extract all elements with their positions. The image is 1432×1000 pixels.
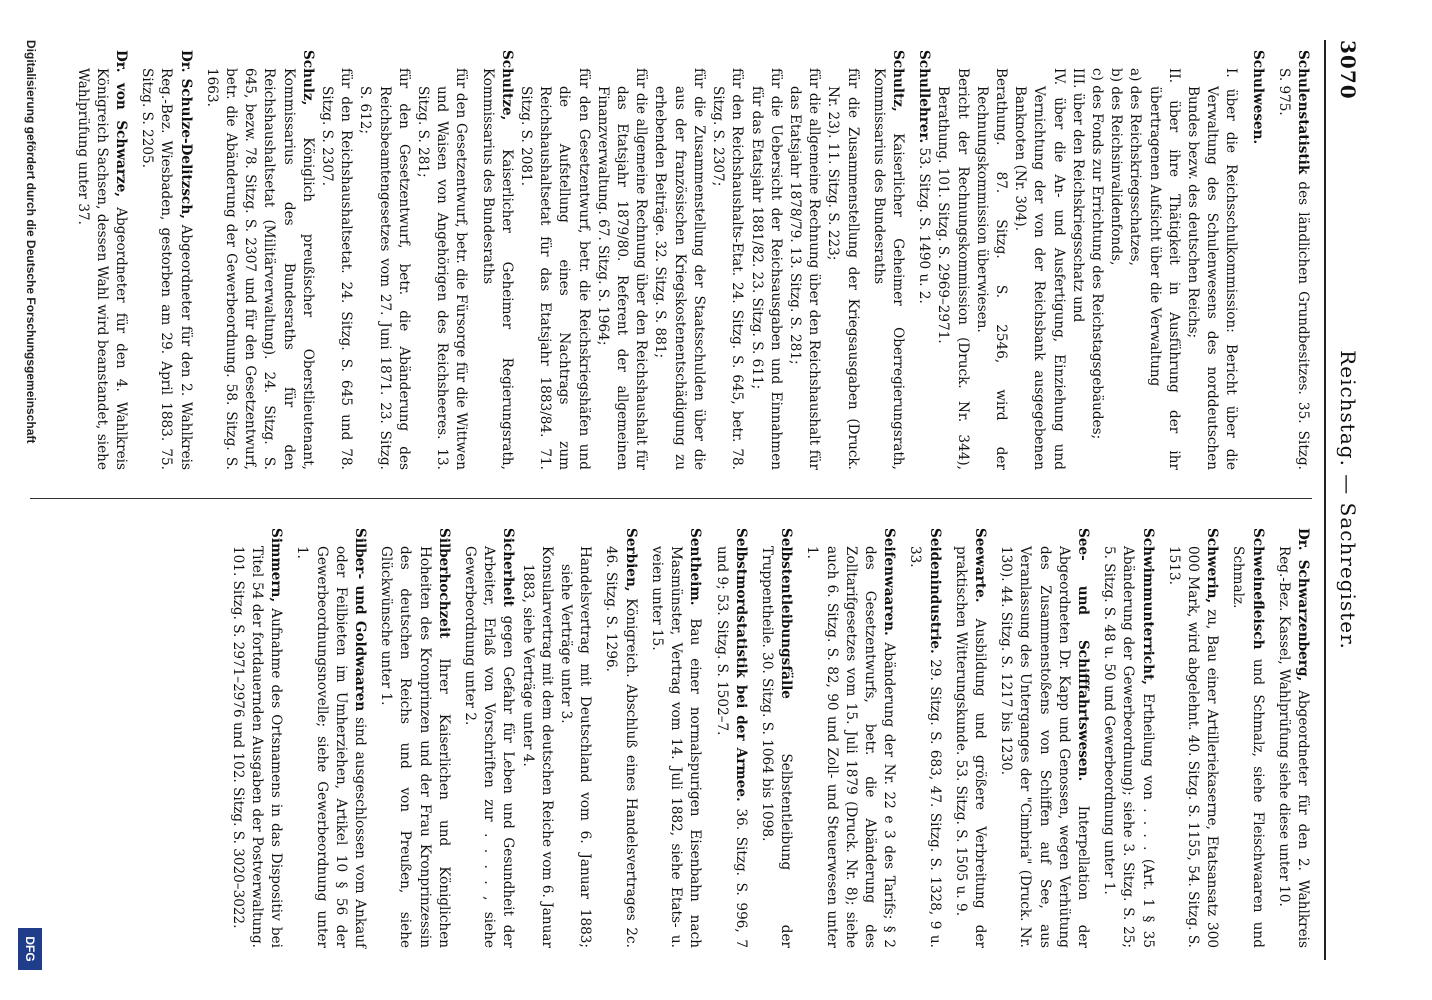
entry-headword: Schweinefleisch <box>1249 528 1266 650</box>
entry-headword: Silber- und Goldwaaren <box>352 528 369 712</box>
entry-text: und Schmalz, siehe Fleischwaaren und Schmalz. <box>1230 546 1266 948</box>
right-column <box>30 528 1312 948</box>
entry-headword: Schulz, <box>299 50 316 106</box>
index-entry <box>802 528 898 948</box>
entry-subitem: III. über den Reichskriegsschatz und <box>1069 68 1086 323</box>
index-entry <box>460 528 518 948</box>
index-entry <box>228 528 286 948</box>
index-entry <box>757 528 795 948</box>
entry-headword: Sicherheit <box>500 528 517 607</box>
page-number: 3070 <box>1336 40 1360 100</box>
entry-headword: Schultz, <box>889 50 906 112</box>
entry-subitem: Konsularvertrag mit dem deutschen Reiche vom 6. Januar 1883, siehe Verträge unter 4. <box>519 546 555 948</box>
left-column <box>30 50 1312 470</box>
entry-subitem: c) des Fonds zur Errichtung des Reichstagsgebäudes; <box>1088 68 1105 440</box>
entry-headword: Selbstentleibungsfälle <box>778 528 795 699</box>
entry-text: Abgeordneter für den 2. Wahlkreis Reg.-Bez. Wiesbaden, gestorben am 29. April 1883. 75. Sitzg. S. 2205. <box>139 68 194 470</box>
index-entry <box>1274 528 1312 948</box>
entry-text: sind ausgeschlossen vom Ankauf oder Feilbieten im Umherziehen, Artikel 10 § 56 der Gewerbeordnungsnovelle; siehe Gewerbeordnung unter 1. <box>294 546 369 948</box>
entry-subitem: Handelsvertrag mit Deutschland vom 6. Januar 1883; siehe Verträge unter 3. <box>558 546 594 948</box>
entry-subitem: für den Gesetzentwurf, betr. die Reichskriegshäfen und die Aufstellung eines Nachtrags zum Reichshaushaltsetat für das Etatsjahr 1883/84. 71. Sitzg. S. 2081. <box>518 68 592 470</box>
entry-subitem: für die allgemeine Rechnung über den Reichshaushalt für das Etatsjahr 1879/80. Referent der allgemeinen Finanzverwaltung. 67. Sitzg. S. 1964; <box>594 68 650 470</box>
entry-subitem: Berathung. 87. Sitzg. S. 2546, wird der Rechnungskommission überwiesen. <box>973 68 1009 470</box>
dfg-logo: DFG <box>18 928 42 970</box>
entry-subitem: für die Uebersicht der Reichsausgaben und Einnahmen für das Etatsjahr 1881/82. 23. Sitzg. S. 611; <box>748 68 784 470</box>
index-entry <box>711 528 749 948</box>
entry-subitem: für den Gesetzentwurf, betr. die Fürsorge für die Wittwen und Waisen von Angehörigen des Reichsheeres. 13. Sitzg. S. 281; <box>415 68 470 470</box>
index-entry <box>1099 528 1157 948</box>
entry-text: Ausbildung und größere Verbreitung der praktischen Witterungskunde. 53. Sitzg. S. 1505 u. 9. <box>952 546 988 949</box>
entry-text: 36. Sitzg. S. 996, 7 und 9; 53. Sitzg. S. 1502–7. <box>713 546 749 948</box>
index-entry <box>996 528 1092 948</box>
entry-headword: See- und Schifffahrtswesen. <box>1074 528 1091 782</box>
entry-subitem: b) des Reichsinvalidenfonds, <box>1108 68 1125 266</box>
entry-text: Abänderung der Nr. 22 e 3 des Tarifs; § 2 des Gesetzentwurfs, betr. die Abänderung des Zolltarifgesetzes vom 15. Juli 1879 (Druck. Nr. 8); siehe auch 6. Sitzg. S. 82, 90 und Zoll- und Steuerwesen unter 1. <box>804 546 898 948</box>
entry-headword: Sentheim. <box>687 528 704 606</box>
entry-subitem: für die Zusammenstellung der Staatsschulden über die aus der französischen Kriegskostenentschädigung zu erhebenden Beiträge. 32. Sitzg. S. 881; <box>652 68 707 470</box>
index-entry <box>202 50 317 470</box>
entry-subitem: II. über ihre Thätigkeit in Ausführung der ihr übertragenen Aufsicht über die Verwaltung <box>1146 68 1182 470</box>
index-entry <box>72 50 130 470</box>
entry-text: Königreich. Abschluß eines Handelsvertrages 2c. 46. Sitzg. S. 1296. <box>603 546 639 948</box>
entry-text: 53. Sitzg. S. 1490 u. 2. <box>916 147 933 304</box>
entry-headword: Dr. Schulze-Delitzsch, <box>177 50 194 219</box>
page-header <box>1324 40 1366 960</box>
entry-headword: Seifenwaaren. <box>881 528 898 636</box>
index-entry <box>951 528 989 948</box>
index-entry <box>914 50 933 470</box>
entry-subitem: IV. über die An- und Ausfertigung, Einziehung und Vernichtung der von der Reichsbank ausgegebenen Banknoten (Nr. 304). <box>1012 68 1067 470</box>
entry-headword: Silberhochzeit <box>435 528 452 639</box>
entry-text: Kaiserlicher Geheimer Regierungsrath, Kommissarius des Bundesraths <box>479 68 515 471</box>
index-entry <box>869 50 907 470</box>
entry-headword: Dr. Schwarzenberg, <box>1295 528 1311 682</box>
index-entry <box>601 528 639 948</box>
index-entry <box>477 50 515 470</box>
entry-headword: Schwimmunterricht, <box>1139 528 1156 685</box>
entry-headword: Seidenindustrie. <box>926 528 943 654</box>
index-entry <box>137 50 195 470</box>
entry-headword: Simmern, <box>268 528 285 603</box>
index-entry <box>1247 50 1266 470</box>
entry-subitem: Bericht der Rechnungskommission (Druck. Nr. 344), Berathung. 101. Sitzg. S. 2969–2971. <box>935 68 971 470</box>
entry-text: Interpellation der Abgeordneten Dr. Kapp und Genossen, wegen Verhütung des Zusammenstoßens von Schiffen auf See, aus Veranlassung des Unterganges der "Cimbria" (Druck. Nr. 130). 44. Sitzg. S. 1217 bis 1230. <box>998 546 1091 948</box>
index-entry <box>376 528 453 948</box>
entry-subitem: für den Reichshaushalts-Etat. 24. Sitzg. S. 645, betr. 78. Sitzg. S. 2307; <box>710 68 746 470</box>
entry-text: Abgeordneter für den 2. Wahlkreis Reg.-Bez. Kassel, Wahlprüfung siehe diese unter 10. <box>1275 546 1311 948</box>
entry-headword: Serbien, <box>622 528 639 592</box>
entry-headword: Schulenstatistik <box>1295 50 1311 175</box>
entry-headword: Schultze, <box>498 50 515 121</box>
entry-headword: Schullehrer. <box>916 50 933 144</box>
index-entry <box>905 528 943 948</box>
entry-text: gegen Gefahr für Leben und Gesundheit der Arbeiter, Erlaß von Vorschriften zur . . . . , siehe Gewerbeordnung unter 2. <box>462 546 517 949</box>
entry-text: Kaiserlicher Geheimer Oberregierungsrath, Kommissarius des Bundesraths <box>870 68 906 470</box>
index-entry <box>1164 528 1222 948</box>
entry-subitem: für die allgemeine Rechnung über den Reichshaushalt für das Etatsjahr 1878/79. 13. Sitzg. S. 281; <box>786 68 823 470</box>
entry-text: Abgeordneter für den 4. Wahlkreis Königreich Sachsen, dessen Wahl wird beanstandet, siehe Wahlprüfung unter 37. <box>74 68 130 470</box>
running-title: Reichstag. — Sachregister. <box>1336 350 1360 650</box>
entry-subitem: a) des Reichskriegsschatzes, <box>1127 68 1144 266</box>
entry-text: Aufnahme des Ortsnamens in das Dispositiv bei Titel 54 der fortdauernden Ausgaben der Postverwaltung. 101. Sitzg. S. 2971–2976 und 102. Sitzg. S. 3020–3022. <box>229 546 285 948</box>
index-entry <box>647 528 705 948</box>
column-divider <box>30 498 1312 499</box>
index-entry <box>1228 528 1266 948</box>
digitization-note: Digitalisierung gefördert durch die Deutsche Forschungsgemeinschaft <box>24 40 38 444</box>
entry-text: Ertheilung von . . . . (Art. 1 § 35 Abänderung der Gewerbeordnung); siehe 3. Sitzg. S. 25; 5. Sitzg. S. 48 u. 50 und Gewerbeordnung unter 1. <box>1101 546 1156 948</box>
entry-headword: Selbstmordstatistik bei der Armee. <box>732 528 749 802</box>
entry-text: Bau einer normalspurigen Eisenbahn nach Masmünster, Vertrag vom 14. Juli 1882, siehe Etats- u. veien unter 15. <box>648 546 704 948</box>
entry-headword: Dr. von Schwarze, <box>113 50 130 198</box>
entry-headword: Seewarte. <box>971 528 988 603</box>
entry-text: Königlich preußischer Oberstlieutenant, Kommissarius des Bundesraths für den Reichshaushaltsetat (Militärverwaltung). 24. Sitzg. S. 645, bezw. 78. Sitzg. S. 2307 und für den Gesetzentwurf, betr. die Abänderung der Gewerbeordnung. 58. Sitzg. S. 1663. <box>203 68 316 471</box>
entry-text: Selbstentleibung der Truppentheile. 30. Sitzg. S. 1064 bis 1098. <box>758 546 795 949</box>
entry-text: zu, Bau einer Artilleriekaserne, Etatsansatz 300 000 Mark, wird abgelehnt. 40. Sitzg. S. 1155, 54. Sitzg. S. 1513. <box>1165 546 1221 948</box>
entry-subitem: I. über die Reichsschulkommission: Bericht über die Verwaltung des Schulenwesens des norddeutschen Bundes bezw. des deutschen Reichs; <box>1184 68 1240 470</box>
entry-subitem: für den Gesetzentwurf, betr. die Abänderung des Reichsbeamtengesetzes vom 27. Juni 1871. 23. Sitzg. S. 612; <box>357 68 412 470</box>
entry-text: Ihrer Kaiserlichen und Königlichen Hoheiten des Kronprinzen und der Frau Kronprinzessin des deutschen Reichs und von Preußen, siehe Glückwünsche unter 1. <box>378 546 452 948</box>
entry-text: des ländlichen Grundbesitzes. 35. Sitzg. S. 975. <box>1275 68 1311 470</box>
entry-headword: Schulwesen. <box>1249 50 1266 145</box>
entry-headword: Schwerin, <box>1204 528 1221 604</box>
entry-text: 29. Sitzg. S. 683, 47. Sitzg. S. 1328, 9 u. 33. <box>907 546 943 949</box>
index-entry <box>292 528 369 948</box>
entry-subitem: für die Zusammenstellung der Kriegsausgaben (Druck. Nr. 23). 11. Sitzg. S. 223; <box>825 68 861 470</box>
entry-subitem: für den Reichshaushaltsetat. 24. Sitzg. S. 645 und 78. Sitzg. S. 2307. <box>319 68 355 470</box>
index-entry <box>1274 50 1312 470</box>
